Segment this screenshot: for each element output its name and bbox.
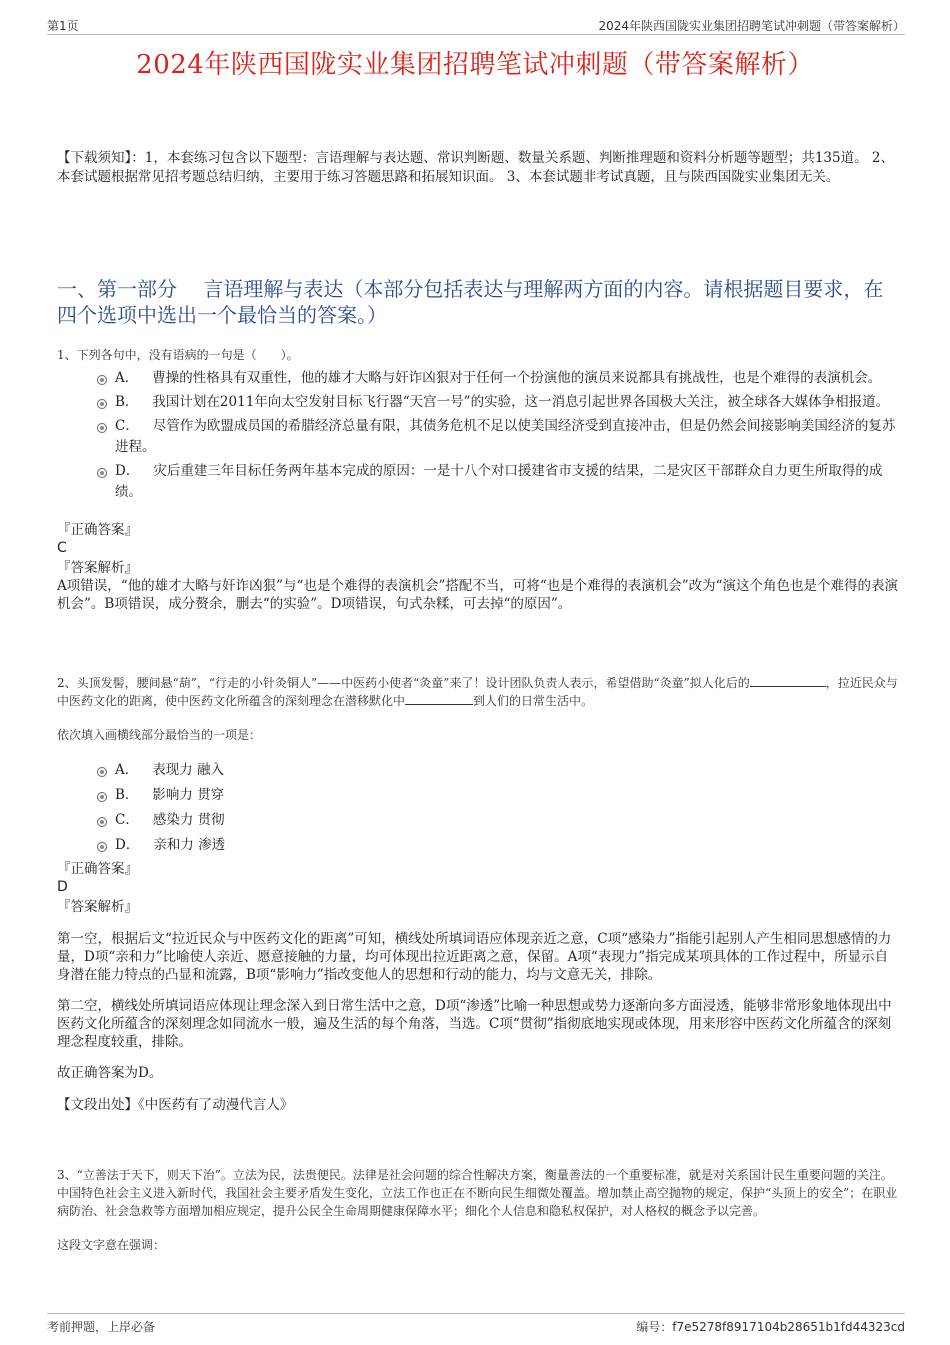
option-text: 感染力 贯彻	[152, 812, 225, 828]
explanation-text: A项错误，“他的雄才大略与奸诈凶狠”与“也是个难得的表演机会”搭配不当，可将“也是个难得的表演机会”改为“演这个角色也是个难得的表演机会”。B项错误，成分赘余，删去“的实验”。D项错误，句式杂糅，可去掉“的原因”。	[57, 578, 899, 612]
radio-button[interactable]	[97, 817, 107, 827]
radio-button[interactable]	[97, 792, 107, 802]
radio-button[interactable]	[97, 767, 107, 777]
option-letter: D．	[115, 463, 140, 479]
question-2	[57, 674, 900, 1114]
explanation-paragraph-2: 第二空，横线处所填词语应体现让理念深入到日常生活中之意，D项“渗透”比喻一种思想或势力逐渐向多方面浸透，能够非常形象地体现出中医药文化所蕴含的深刻理念如同流水一般，遍及生活的每个角落，当选。C项“贯彻”指彻底地实现或体现，用来形容中医药文化所蕴含的深刻理念程度较重，排除。	[57, 998, 892, 1050]
option-list	[97, 368, 900, 503]
option-text: 亲和力 渗透	[153, 837, 226, 853]
fill-blank-2	[405, 692, 473, 705]
option-text: 影响力 贯穿	[152, 787, 225, 803]
option-b[interactable]	[97, 785, 900, 806]
document-id: 编号：f7e5278f8917104b28651b1fd44323cd	[636, 1320, 905, 1334]
correct-answer: D	[57, 879, 68, 895]
option-list	[97, 760, 900, 856]
question-instruction: 依次填入画横线部分最恰当的一项是：	[57, 728, 262, 742]
fill-blank-1	[750, 674, 826, 687]
option-letter: B．	[115, 394, 139, 410]
radio-button[interactable]	[97, 468, 107, 478]
question-1	[57, 346, 900, 613]
option-a[interactable]	[97, 760, 900, 781]
correct-answer: C	[57, 540, 67, 556]
stem-part-3: 到人们的日常生活中。	[473, 694, 594, 708]
radio-button[interactable]	[97, 399, 107, 409]
option-text: 灾后重建三年目标任务两年基本完成的原因：一是十八个对口援建省市支援的结果，二是灾区干部群众自力更生所取得的成绩。	[115, 463, 883, 500]
page-footer	[47, 1313, 905, 1336]
explanation-label: 『答案解析』	[57, 560, 138, 576]
option-c[interactable]	[97, 810, 900, 831]
option-d[interactable]	[97, 461, 900, 503]
radio-button[interactable]	[97, 375, 107, 385]
option-letter: D．	[115, 837, 140, 853]
section-title: 一、第一部分 言语理解与表达（本部分包括表达与理解两方面的内容。请根据题目要求，在四个选项中选出一个最恰当的答案。）	[57, 277, 884, 327]
option-text: 曹操的性格具有双重性，他的雄才大略与奸诈凶狠对于任何一个扮演他的演员来说都具有挑战性，也是个难得的表演机会。	[152, 370, 882, 386]
option-b[interactable]	[97, 392, 900, 413]
option-a[interactable]	[97, 368, 900, 389]
option-text: 尽管作为欧盟成员国的希腊经济总量有限，其债务危机不足以使美国经济受到直接冲击，但是仍然会间接影响美国经济的复苏进程。	[115, 418, 896, 455]
answer-label: 『正确答案』	[57, 861, 138, 877]
option-c[interactable]	[97, 416, 900, 458]
stem-part-1: 2、头顶发髻，腰间悬“葫”，“行走的小针灸铜人”——中医药小使者“灸童”来了！设计团队负责人表示，希望借助“灸童”拟人化后的	[57, 676, 750, 690]
radio-button[interactable]	[97, 423, 107, 433]
question-stem: 3、“立善法于天下，则天下治”。立法为民，法贵便民。法律是社会问题的综合性解决方案，衡量善法的一个重要标准，就是对关系国计民生重要问题的关注。中国特色社会主义进入新时代，我国社会主要矛盾发生变化，立法工作也正在不断向民生细微处覆盖。增加禁止高空抛物的规定，保护“头顶上的安全”；在职业病防治、社会急救等方面增加相应规定，提升公民全生命周期健康保障水平；细化个人信息和隐私权保护，对人格权的概念予以完善。	[57, 1168, 898, 1218]
answer-label: 『正确答案』	[57, 522, 138, 538]
option-letter: C．	[115, 812, 139, 828]
explanation-paragraph-1: 第一空，根据后文“拉近民众与中医药文化的距离”可知，横线处所填词语应体现亲近之意，C项“感染力”指能引起别人产生相同思想感情的力量，D项“亲和力”比喻使人亲近、愿意接触的力量，均可体现出拉近距离之意，保留。A项“表现力”指完成某项具体的工作过程中，所显示自身潜在能力特点的凸显和流露，B项“影响力”指改变他人的思想和行动的能力，均与文意无关，排除。	[57, 931, 892, 983]
option-letter: A．	[115, 370, 139, 386]
page-header	[47, 14, 905, 35]
question-3	[57, 1166, 900, 1254]
download-notice: 【下载须知】：1，本套练习包含以下题型：言语理解与表达题、常识判断题、数量关系题、判断推理题和资料分析题等题型；共135道。 2、本套试题根据常见招考题总结归纳，主要用于练习答题思路和拓展知识面。 3、本套试题非考试真题，且与陕西国陇实业集团无关。	[57, 150, 894, 185]
option-text: 表现力 融入	[152, 762, 225, 778]
question-stem	[57, 674, 900, 710]
stem-part-2: ，拉近民众与中医药文化的距离，使中医药文化所蕴含的深刻理念在潜移默化中	[57, 676, 898, 708]
option-text: 我国计划在2011年向太空发射目标飞行器“天宫一号”的实验，这一消息引起世界各国极大关注，被全球各大媒体争相报道。	[152, 394, 890, 410]
question-stem: 1、下列各句中，没有语病的一句是（ ）。	[57, 348, 299, 362]
question-instruction: 这段文字意在强调：	[57, 1238, 166, 1252]
explanation-paragraph-3: 故正确答案为D。	[57, 1065, 163, 1081]
header-doc-title: 2024年陕西国陇实业集团招聘笔试冲刺题（带答案解析）	[598, 19, 905, 33]
source-note: 【文段出处】《中医药有了动漫代言人》	[57, 1097, 294, 1113]
option-d[interactable]	[97, 835, 900, 856]
option-letter: B．	[115, 787, 139, 803]
radio-button[interactable]	[97, 842, 107, 852]
option-letter: C．	[115, 418, 139, 434]
page-number: 第1页	[47, 19, 79, 33]
footer-slogan: 考前押题，上岸必备	[47, 1320, 156, 1334]
document-title: 2024年陕西国陇实业集团招聘笔试冲刺题（带答案解析）	[136, 50, 814, 80]
explanation-label: 『答案解析』	[57, 899, 138, 915]
option-letter: A．	[115, 762, 139, 778]
